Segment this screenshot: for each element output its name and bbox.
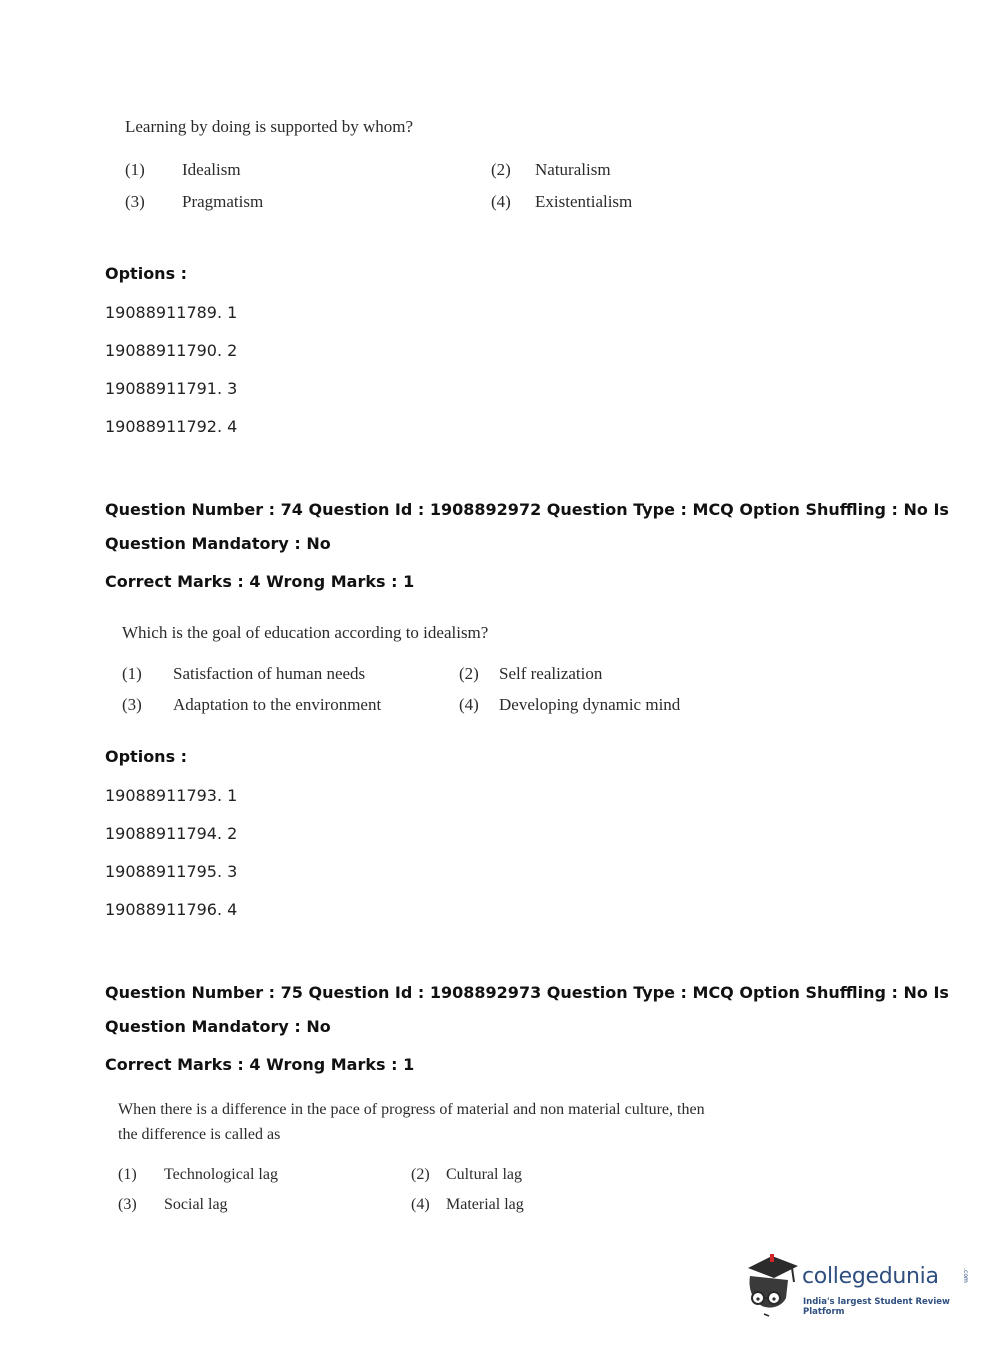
option-id-line: 19088911792. 4 — [105, 417, 238, 436]
choice-number: (3) — [118, 1196, 137, 1213]
question-mandatory: Question Mandatory : No — [105, 1017, 331, 1036]
choice-number: (4) — [491, 192, 511, 211]
question-header: Question Number : 75 Question Id : 1908892973 Question Type : MCQ Option Shuffling : No Is — [105, 983, 949, 1002]
choice-number: (1) — [122, 664, 142, 683]
question-marks: Correct Marks : 4 Wrong Marks : 1 — [105, 572, 415, 591]
question-header: Question Number : 74 Question Id : 1908892972 Question Type : MCQ Option Shuffling : No Is — [105, 500, 949, 519]
mascot-icon — [742, 1250, 804, 1320]
choice-text: Cultural lag — [446, 1166, 522, 1183]
choice-text: Existentialism — [535, 192, 633, 211]
choice-number: (3) — [125, 192, 145, 211]
question-text: Which is the goal of education according to idealism? — [122, 623, 489, 642]
choice-number: (3) — [122, 695, 142, 714]
option-id-line: 19088911791. 3 — [105, 379, 238, 398]
question-text-line1: When there is a difference in the pace of progress of material and non material culture, then — [118, 1101, 705, 1118]
choice-number: (4) — [411, 1196, 430, 1213]
choice-number: (1) — [125, 160, 145, 179]
collegedunia-logo — [742, 1250, 972, 1320]
options-label: Options : — [105, 264, 188, 283]
choice-number: (2) — [459, 664, 479, 683]
choice-text: Adaptation to the environment — [173, 695, 382, 714]
choice-number: (2) — [491, 160, 511, 179]
choice-text: Pragmatism — [182, 192, 264, 211]
logo-suffix: .com — [961, 1268, 969, 1283]
choice-text: Satisfaction of human needs — [173, 664, 366, 683]
options-label: Options : — [105, 747, 188, 766]
option-id-line: 19088911796. 4 — [105, 900, 238, 919]
choice-text: Social lag — [164, 1196, 228, 1213]
choice-number: (2) — [411, 1166, 430, 1183]
choice-number: (4) — [459, 695, 479, 714]
logo-tagline: India's largest Student Review Platform — [803, 1297, 950, 1317]
choice-text: Material lag — [446, 1196, 524, 1213]
choice-text: Idealism — [182, 160, 241, 179]
option-id-line: 19088911790. 2 — [105, 341, 238, 360]
option-id-line: 19088911793. 1 — [105, 786, 238, 805]
choice-text: Naturalism — [535, 160, 611, 179]
question-mandatory: Question Mandatory : No — [105, 534, 331, 553]
question-text: Learning by doing is supported by whom? — [125, 117, 414, 136]
choice-number: (1) — [118, 1166, 137, 1183]
question-text-line2: the difference is called as — [118, 1126, 281, 1143]
question-marks: Correct Marks : 4 Wrong Marks : 1 — [105, 1055, 415, 1074]
option-id-line: 19088911794. 2 — [105, 824, 238, 843]
choice-text: Developing dynamic mind — [499, 695, 681, 714]
option-id-line: 19088911795. 3 — [105, 862, 238, 881]
choice-text: Self realization — [499, 664, 603, 683]
option-id-line: 19088911789. 1 — [105, 303, 238, 322]
logo-wordmark: collegedunia — [802, 1264, 939, 1289]
choice-text: Technological lag — [164, 1166, 278, 1183]
